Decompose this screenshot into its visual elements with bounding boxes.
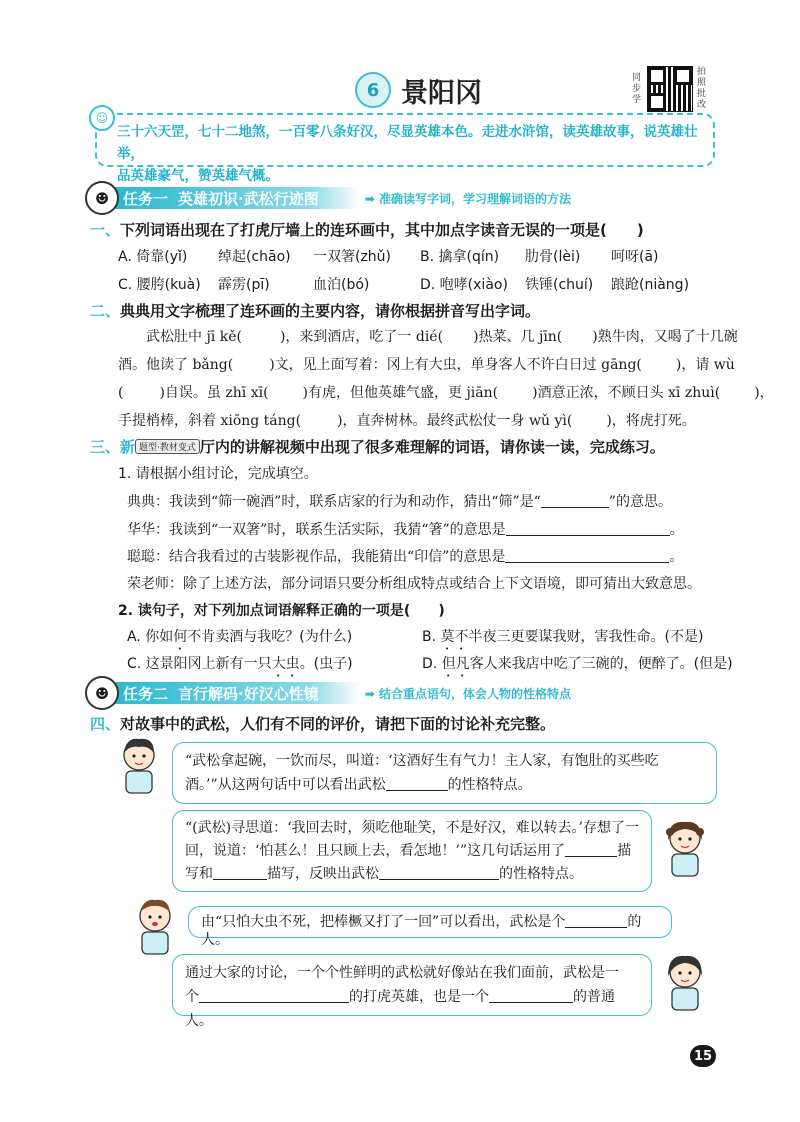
boy-mascot-icon: ☻ [85,676,119,710]
q3-dialog-4: 荣老师：除了上述方法，部分词语只要分析组成特点或结合上下文语境，即可猜出大致意思。 [127,576,701,592]
q2-l1a: 武松肚中 jī kě( [146,329,242,345]
q2-l3b: )自误。虽 zhī xī( [159,385,269,401]
intro-box [95,111,715,184]
q3-option-b[interactable] [422,626,703,653]
q2-l3c: )有虎，但他英雄气盛，更 jiān( [302,385,499,401]
question-1-number: 一、 [90,221,121,239]
q3-d1b: ”的意思。 [608,494,672,510]
q2-l3a: ( [118,385,124,401]
question-3-number: 三、 [90,438,121,456]
discussion-bubble-4 [172,954,652,1029]
q3-c-dot: 大虫 [271,656,300,672]
question-1 [90,219,644,240]
qr-block [632,66,708,112]
b1-line-2 [185,773,704,797]
question-2-text: 典典用文字梳理了连环画的主要内容，请你根据拼音写出字词。 [120,302,541,320]
question-3 [90,436,665,457]
q2-l2c: )，请 wù [675,357,735,373]
q2-l1d: )熟牛肉，又喝了十几碗 [592,329,738,345]
b2-line-1: “(武松)寻思道：‘我回去时，须吃他耻笑，不是好汉，难以转去。’存想了一 [185,820,639,836]
q2-line-2 [118,354,735,374]
q3-d-post: 客人来我店中吃了三碗的，便醉了。(但是) [469,656,733,672]
q3-d-dot: 但凡 [441,656,470,672]
lesson-number-badge: 6 [355,72,391,108]
blank-field[interactable] [199,988,349,1003]
task-2-bar [113,682,359,704]
q3-sub1: 1. 请根据小组讨论，完成填空。 [118,466,318,482]
b2-line-2 [185,840,639,863]
b4-line-1: 通过大家的讨论，一个个性鲜明的武松就好像站在我们面前，武松是一 [185,965,619,981]
question-2 [90,300,540,321]
boy-mascot-icon: ☻ [85,181,119,215]
q1-d2: 铁锤(chuí) [525,277,594,293]
q3-dialog-2 [127,519,684,539]
discussion-bubble-1 [172,742,717,804]
q2-line-3 [118,382,774,402]
b2-l3c: 的性格特点。 [499,866,583,882]
q3-c-pre: C. 这景阳冈上新有一只 [127,656,272,672]
lesson-header [355,68,482,112]
blank-field[interactable] [506,521,670,536]
q3-option-c[interactable] [127,653,353,680]
lesson-title: 景阳冈 [401,77,482,109]
q3-d1a: 典典：我读到“筛一碗酒”时，联系店家的行为和动作，猜出“筛”是“ [127,494,541,510]
q3-d2b: 。 [669,522,684,538]
q1-c1: C. 腰胯(kuà) [118,277,201,293]
task-2-label: 任务二 [123,684,169,703]
q1-row-ab [118,246,659,266]
b1-l2b: 的性格特点。 [447,777,532,793]
task-1-bar [113,187,359,209]
blank-field[interactable] [489,988,573,1003]
girl-avatar-icon [658,818,712,880]
discussion-bubble-3 [188,906,672,948]
task-1-title: 英雄初识·武松行迹图 [178,189,319,208]
q1-b2: 肋骨(lèi) [525,249,581,265]
q3-option-a[interactable] [127,626,352,653]
b1-line-1: “武松拿起碗，一饮而尽，叫道：‘这酒好生有气力！主人家，有饱肚的买些吃 [185,753,659,769]
question-4-number: 四、 [90,715,121,733]
q2-l2b: )文，见上面写着：冈上有大虫，单身客人不许白日过 gāng( [269,357,642,373]
q1-c2: 霹雳(pī) [218,277,270,293]
q3-option-d[interactable] [422,653,733,680]
blank-field[interactable] [541,493,609,508]
b2-l2b: 描 [617,843,632,859]
q2-l4c: )，将虎打死。 [606,413,696,429]
task-2-note: ➡ 结合重点语句，体会人物的性格特点 [364,686,571,701]
q1-d3: 踉跄(niàng) [611,277,690,293]
b2-l3a: 写和 [185,866,213,882]
q3-d3b: 。 [669,549,684,565]
intro-line-1: 三十六天罡，七十二地煞，一百零八条好汉，尽显英雄本色。走进水浒馆，读英雄故事，说英雄壮举， [117,124,698,162]
blank-field[interactable] [213,865,267,880]
q2-l3e: )， [754,385,774,401]
new-tag-prefix: 新 [120,438,136,456]
q3-a-dot: 何 [173,629,188,645]
blank-field[interactable] [565,913,627,928]
boy-avatar-icon [112,735,166,797]
q3-d3a: 聪聪：结合我看过的古装影视作品，我能猜出“印信”的意思是 [127,549,506,565]
q1-a2: 绰起(chāo) [218,249,291,265]
q3-dialog-1 [127,491,672,511]
qr-code-icon[interactable] [647,66,693,112]
q1-c3: 血泊(bó) [313,277,370,293]
b2-l3b: 描写，反映出武松 [267,866,379,882]
b1-l2a: 酒。’”从这两句话中可以看出武松 [185,777,386,793]
task-1-note: ➡ 准确读写字词，学习理解词语的方法 [364,191,571,206]
task-2-title: 言行解码·好汉心性镜 [178,684,319,703]
q3-b-dot: 莫不 [440,629,469,645]
question-2-number: 二、 [90,302,121,320]
q2-l3d: )酒意正浓，不顾日头 xī zhuì( [532,385,721,401]
q2-l4b: )，直奔树林。最终武松仗一身 wǔ yì( [337,413,573,429]
qr-right-label: 拍照批改 [697,67,707,110]
task-1-header [85,186,571,210]
discussion-bubble-2 [172,810,652,892]
question-4-text: 对故事中的武松，人们有不同的评价，请把下面的讨论补充完整。 [120,715,556,733]
mascot-icon: ☺ [89,105,115,131]
task-1-label: 任务一 [123,189,169,208]
b4-line-2 [185,985,639,1033]
question-type-tag: 题型·教材变式 [135,439,200,454]
b3b: 的人。 [201,914,642,948]
q3-a-post: 不肯卖酒与我吃？(为什么) [187,629,353,645]
q2-l1b: )，来到酒店，吃了一 dié( [279,329,444,345]
b4-l2c: 的普通人。 [185,989,615,1029]
q3-b-post: 半夜三更要谋我财，害我性命。(不是) [468,629,704,645]
q2-l2a: 酒。他读了 bǎng( [118,357,234,373]
page-number: 15 [690,1045,716,1067]
b2-l2a: 回，说道：‘怕甚么！且只顾上去，看怎地！’”这几句话运用了 [185,843,566,859]
girl-avatar-2-icon [658,952,712,1014]
q3-b-pre: B. [422,629,441,645]
q1-b3: 呵呀(ā) [611,249,659,265]
q3-d2a: 华华：我读到“一双箸”时，联系生活实际，我猜“箸”的意思是 [127,522,506,538]
blank-field[interactable] [379,865,499,880]
intro-line-2: 品英雄豪气，赞英雄气概。 [117,168,279,184]
question-3-text: 厅内的讲解视频中出现了很多难理解的词语，请你读一读，完成练习。 [199,438,665,456]
boy-avatar-2-icon [128,896,182,958]
b4-l2a: 个 [185,989,199,1005]
q3-sub2: 2. 读句子，对下列加点词语解释正确的一项是( ) [118,603,445,619]
task-2-header [85,681,571,705]
q1-b1: B. 擒拿(qín) [420,249,500,265]
q2-l1c: )热菜、几 jīn( [473,329,563,345]
q2-line-4 [118,410,696,430]
q2-l4a: 手提梢棒，斜着 xiōng táng( [118,413,302,429]
q1-a3: 一双箸(zhǔ) [313,249,392,265]
q3-a-pre: A. 你如 [127,629,174,645]
b4-l2b: 的打虎英雄，也是一个 [349,989,489,1005]
q2-line-1 [146,326,738,346]
q1-d1: D. 咆哮(xiào) [420,277,508,293]
blank-field[interactable] [386,776,448,791]
b3a: 由“只怕大虫不死，把棒橛又打了一回”可以看出，武松是个 [201,914,566,930]
q3-d-pre: D. [422,656,442,672]
b2-line-3 [185,863,639,886]
question-1-text: 下列词语出现在了打虎厅墙上的连环画中，其中加点字读音无误的一项是( ) [120,221,644,239]
q1-a1: A. 倚靠(yǐ) [118,249,188,265]
qr-left-label: 同步学 [632,72,642,105]
blank-field[interactable] [565,842,617,857]
q3-c-post: 。(虫子) [299,656,353,672]
blank-field[interactable] [505,548,669,563]
q3-dialog-3 [127,546,683,566]
q1-row-cd [118,274,689,294]
question-4 [90,713,555,734]
